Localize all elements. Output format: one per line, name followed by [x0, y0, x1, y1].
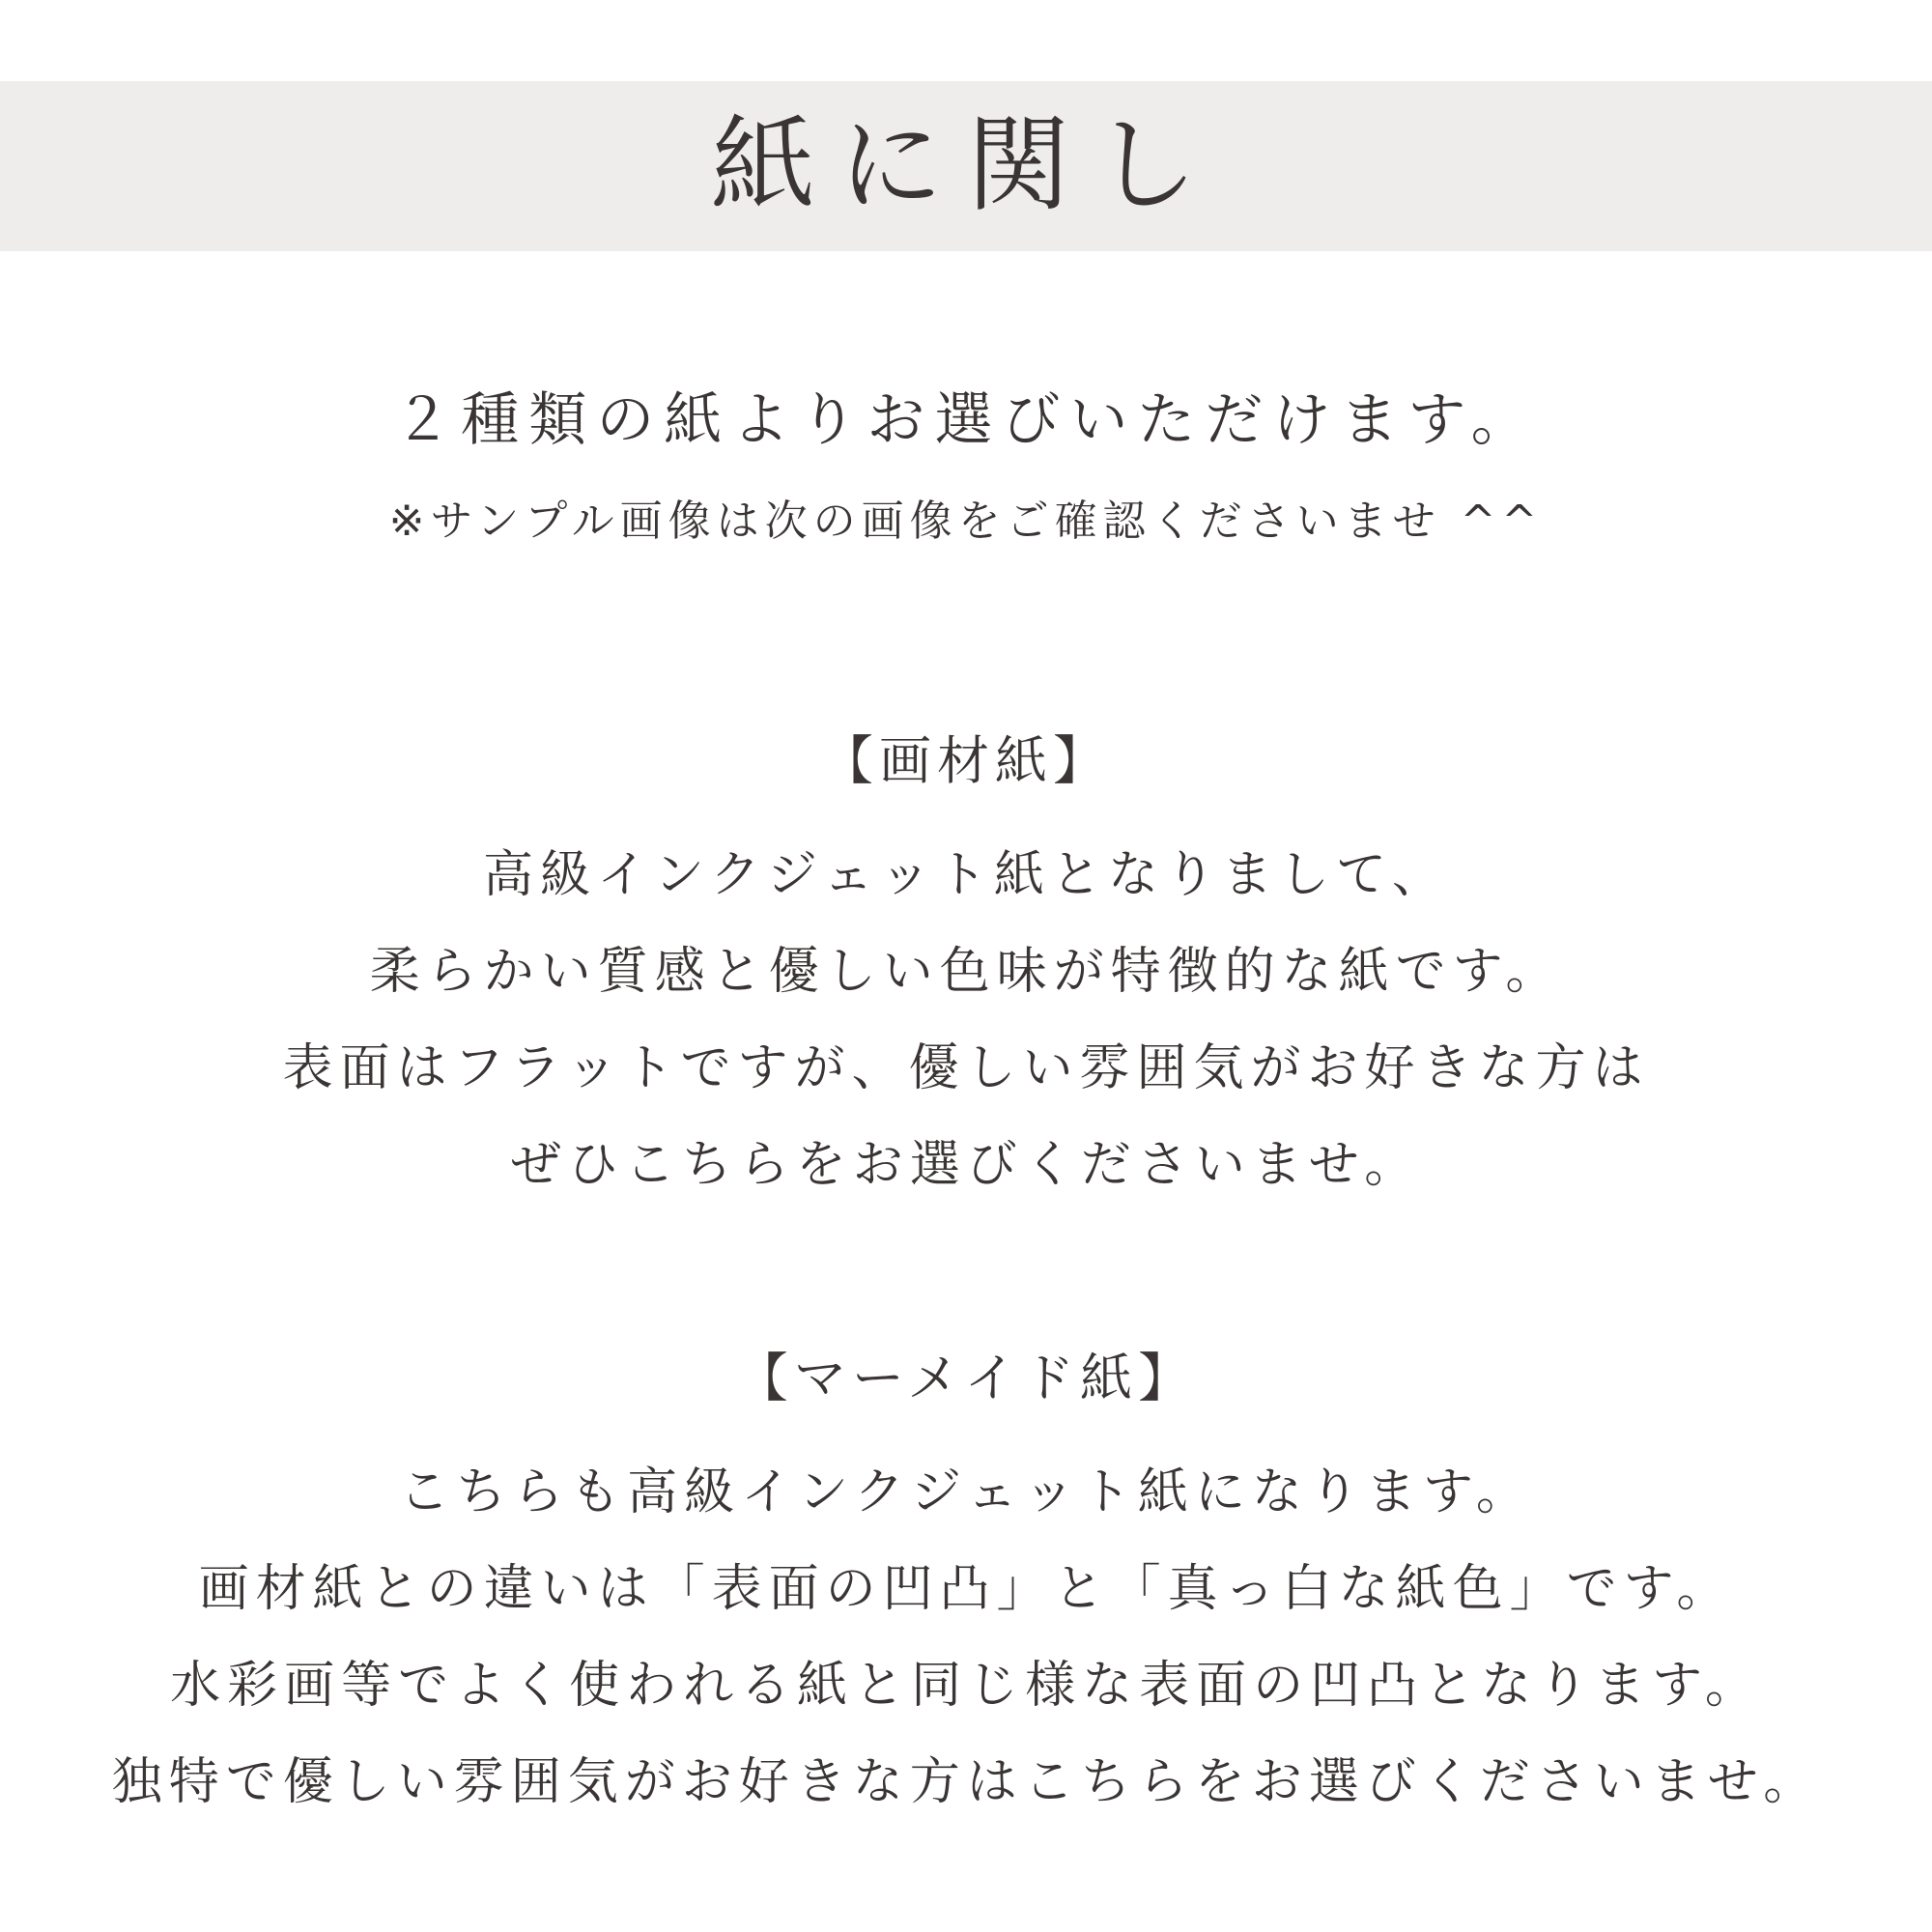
section-line: こちらも高級インクジェット紙になります。	[399, 1463, 1533, 1521]
section-body	[0, 1444, 1932, 1831]
section-line: 柔らかい質感と優しい色味が特徴的な紙です。	[369, 943, 1563, 1001]
section-line: 独特で優しい雰囲気がお好きな方はこちらをお選びくださいませ。	[111, 1753, 1821, 1811]
section-mermaid	[0, 1350, 1932, 1831]
section-line: 水彩画等でよく使われる紙と同じ様な表面の凹凸となります。	[170, 1657, 1762, 1715]
section-heading: 【画材紙】	[821, 730, 1111, 791]
page-title: 紙に関し	[710, 105, 1221, 226]
section-heading: 【マーメイド紙】	[735, 1348, 1197, 1408]
section-line: 高級インクジェット紙となりまして、	[483, 846, 1449, 904]
section-line: 表面はフラットですが、優しい雰囲気がお好きな方は	[282, 1039, 1650, 1097]
section-line: ぜひこちらをお選びくださいませ。	[510, 1136, 1422, 1194]
intro-note	[0, 495, 1932, 549]
section-gazaishi	[0, 732, 1932, 1213]
section-line: 画材紙との違いは「表面の凹凸」と「真っ白な紙色」です。	[198, 1560, 1734, 1618]
intro-note-text: ※サンプル画像は次の画像をご確認くださいませ ^^	[388, 497, 1544, 546]
section-body	[0, 827, 1932, 1213]
title-band	[0, 81, 1932, 251]
intro-lead	[0, 382, 1932, 459]
intro-lead-text: ２種類の紙よりお選びいただけます。	[393, 386, 1539, 454]
